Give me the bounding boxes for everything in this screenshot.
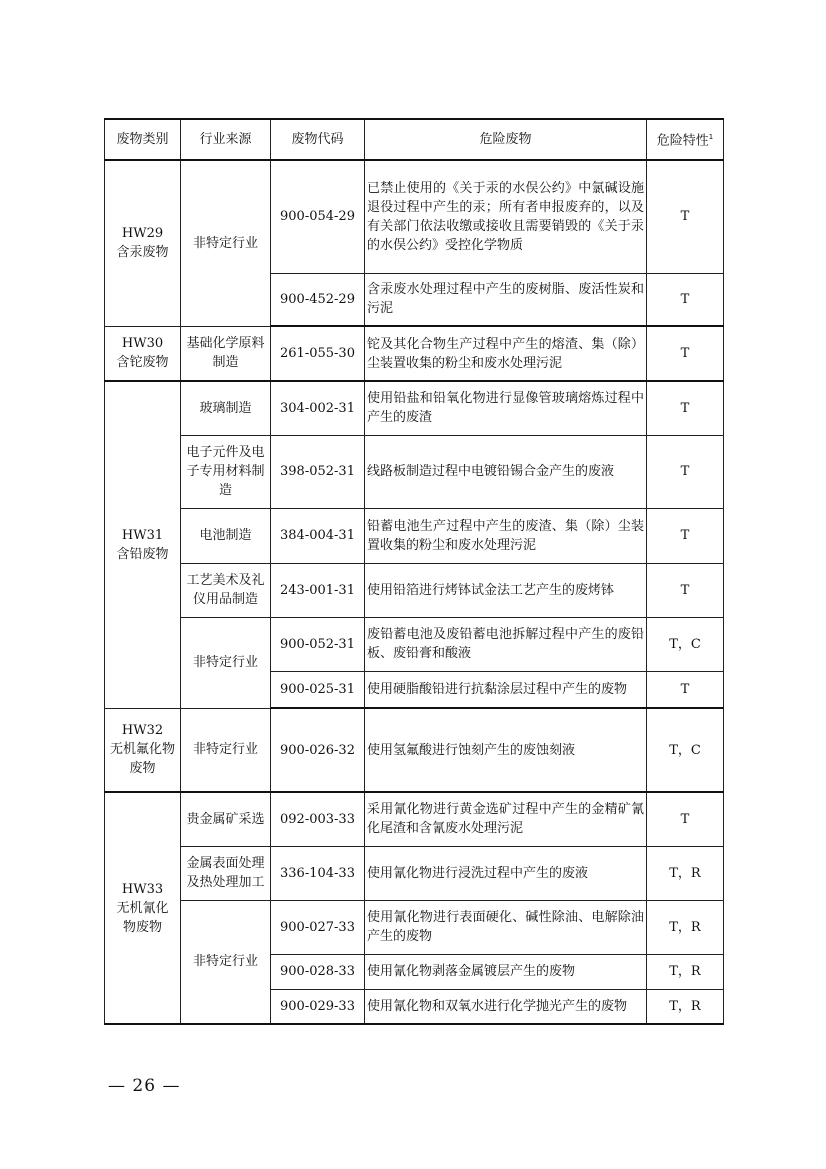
table-row [105, 326, 724, 381]
code-cell: 900-052-31 [271, 617, 365, 671]
header-property-label: 危险特性 [656, 133, 709, 149]
description-cell: 使用硬脂酸铅进行抗黏涂层过程中产生的废物 [365, 671, 647, 708]
property-cell: T [647, 381, 724, 435]
description-cell: 使用氰化物和双氧水进行化学抛光产生的废物 [365, 989, 647, 1024]
industry-cell: 基础化学原料制造 [181, 326, 271, 381]
description-cell: 线路板制造过程中电镀铅锡合金产生的废液 [365, 435, 647, 508]
property-cell: T，R [647, 900, 724, 954]
table-row [105, 900, 724, 954]
category-cell: HW29 含汞废物 [105, 160, 181, 326]
description-cell: 废铅蓄电池及废铅蓄电池拆解过程中产生的废铅板、废铅膏和酸液 [365, 617, 647, 671]
description-cell: 采用氰化物进行黄金选矿过程中产生的金精矿氰化尾渣和含氰废水处理污泥 [365, 792, 647, 846]
code-cell: 900-452-29 [271, 273, 365, 326]
property-cell: T，R [647, 954, 724, 989]
table-row [105, 617, 724, 671]
table-row [105, 563, 724, 617]
industry-cell: 金属表面处理及热处理加工 [181, 846, 271, 900]
header-industry: 行业来源 [181, 119, 271, 160]
description-cell: 使用氰化物进行浸洗过程中产生的废液 [365, 846, 647, 900]
header-property [647, 119, 724, 160]
table-header-row [105, 119, 724, 160]
industry-cell: 贵金属矿采选 [181, 792, 271, 846]
property-cell: T，C [647, 617, 724, 671]
code-cell: 336-104-33 [271, 846, 365, 900]
table-row [105, 846, 724, 900]
property-cell: T，R [647, 989, 724, 1024]
description-cell: 使用铅盐和铅氧化物进行显像管玻璃熔炼过程中产生的废渣 [365, 381, 647, 435]
property-cell: T [647, 563, 724, 617]
description-cell: 使用氢氟酸进行蚀刻产生的废蚀刻液 [365, 708, 647, 792]
industry-cell: 电池制造 [181, 508, 271, 563]
table-row [105, 508, 724, 563]
code-cell: 900-026-32 [271, 708, 365, 792]
industry-cell: 非特定行业 [181, 708, 271, 792]
property-cell: T [647, 671, 724, 708]
industry-cell: 玻璃制造 [181, 381, 271, 435]
table-row [105, 708, 724, 792]
header-waste: 危险废物 [365, 119, 647, 160]
header-category: 废物类别 [105, 119, 181, 160]
description-cell: 铊及其化合物生产过程中产生的熔渣、集（除）尘装置收集的粉尘和废水处理污泥 [365, 326, 647, 381]
property-cell: T，R [647, 846, 724, 900]
table-row [105, 381, 724, 435]
table-row [105, 160, 724, 273]
property-cell: T [647, 792, 724, 846]
property-cell: T [647, 160, 724, 273]
category-cell: HW33 无机氰化 物废物 [105, 792, 181, 1024]
description-cell: 使用氰化物剥落金属镀层产生的废物 [365, 954, 647, 989]
code-cell: 092-003-33 [271, 792, 365, 846]
industry-cell: 非特定行业 [181, 900, 271, 1024]
hazardous-waste-table [104, 118, 724, 1025]
description-cell: 使用氰化物进行表面硬化、碱性除油、电解除油产生的废物 [365, 900, 647, 954]
code-cell: 900-027-33 [271, 900, 365, 954]
table-row [105, 435, 724, 508]
code-cell: 900-028-33 [271, 954, 365, 989]
property-cell: T [647, 326, 724, 381]
page-number: — 26 — [108, 1076, 181, 1096]
industry-cell: 非特定行业 [181, 160, 271, 326]
description-cell: 使用铅箔进行烤钵试金法工艺产生的废烤钵 [365, 563, 647, 617]
table-row [105, 792, 724, 846]
code-cell: 900-054-29 [271, 160, 365, 273]
industry-cell: 非特定行业 [181, 617, 271, 708]
code-cell: 304-002-31 [271, 381, 365, 435]
description-cell: 已禁止使用的《关于汞的水俣公约》中氯碱设施退役过程中产生的汞；所有者申报废弃的，以及有关部门依法收缴或接收且需要销毁的《关于汞的水俣公约》受控化学物质 [365, 160, 647, 273]
category-cell: HW32 无机氟化物 废物 [105, 708, 181, 792]
header-property-footnote: 1 [708, 133, 714, 142]
category-cell: HW31 含铅废物 [105, 381, 181, 708]
code-cell: 261-055-30 [271, 326, 365, 381]
code-cell: 900-029-33 [271, 989, 365, 1024]
property-cell: T，C [647, 708, 724, 792]
code-cell: 900-025-31 [271, 671, 365, 708]
property-cell: T [647, 508, 724, 563]
description-cell: 含汞废水处理过程中产生的废树脂、废活性炭和污泥 [365, 273, 647, 326]
property-cell: T [647, 435, 724, 508]
code-cell: 243-001-31 [271, 563, 365, 617]
header-code: 废物代码 [271, 119, 365, 160]
industry-cell: 电子元件及电子专用材料制造 [181, 435, 271, 508]
industry-cell: 工艺美术及礼仪用品制造 [181, 563, 271, 617]
property-cell: T [647, 273, 724, 326]
code-cell: 398-052-31 [271, 435, 365, 508]
category-cell: HW30 含铊废物 [105, 326, 181, 381]
code-cell: 384-004-31 [271, 508, 365, 563]
description-cell: 铅蓄电池生产过程中产生的废渣、集（除）尘装置收集的粉尘和废水处理污泥 [365, 508, 647, 563]
